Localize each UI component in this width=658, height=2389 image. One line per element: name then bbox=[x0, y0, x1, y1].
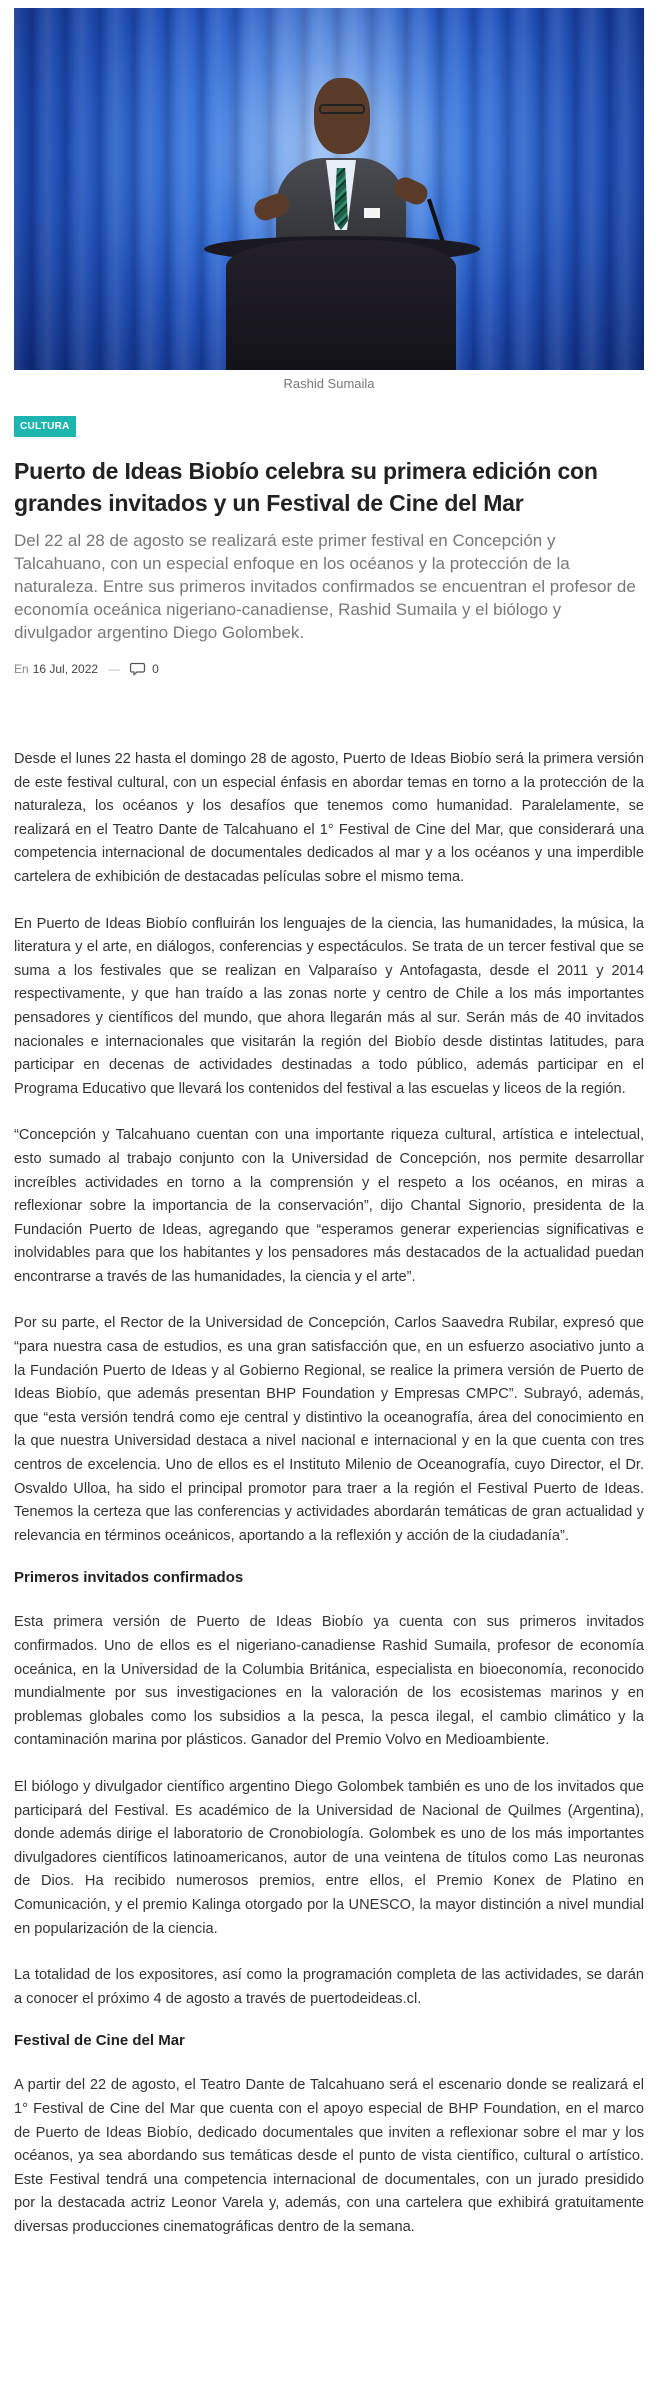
body-paragraph: En Puerto de Ideas Biobío confluirán los lenguajes de la ciencia, las humanidades, la música, la literatura y el arte, en diálogos, conferencias y espectáculos. Se trata de un tercer festival que se suma a los festivales que se realizan en Valparaíso y Antofagasta, desde el 2011 y 2014 respectivamente, y que han traído a las zonas norte y centro de Chile a los más importantes pensadores y científicos del mundo, que ahora llegarán más al sur. Serán más de 40 invitados nacionales e internacionales que visitarán la región del Biobío desde distintas latitudes, para participar en decenas de actividades destinadas a todo público, además participar en el Programa Educativo que llevará los contenidos del festival a las escuelas y liceos de la región. bbox=[14, 915, 644, 1097]
article-body bbox=[14, 748, 644, 2239]
article-page bbox=[0, 8, 658, 2239]
comments-count[interactable]: 0 bbox=[152, 662, 159, 676]
category-badge[interactable]: CULTURA bbox=[14, 416, 76, 437]
meta-prefix: En bbox=[14, 662, 29, 676]
comment-bubble-icon[interactable] bbox=[130, 662, 146, 676]
body-paragraph: Esta primera versión de Puerto de Ideas Biobío ya cuenta con sus primeros invitados confirmados. Uno de ellos es el nigeriano-canadiense Rashid Sumaila, profesor de economía oceánica, en la Universidad de la Columbia Británica, especialista en bioeconomía, reconocido mundialmente por sus investigaciones en la valoración de los ecosistemas marinos y en problemas globales como los subsidios a la pesca, la pesca ilegal, el cambio climático y la contaminación marina por plásticos. Ganador del Premio Volvo en Medioambiente. bbox=[14, 1614, 644, 1749]
publish-date: 16 Jul, 2022 bbox=[32, 662, 99, 676]
body-paragraph: “Concepción y Talcahuano cuentan con una importante riqueza cultural, artística e intelectual, esto sumado al trabajo conjunto con la Universidad de Concepción, nos permite desarrollar increíbles actividades en torno a la comprensión y el respeto a los océanos, en miras a reflexionar sobre la importancia de la conservación”, dijo Chantal Signorio, presidenta de la Fundación Puerto de Ideas, agregando que “esperamos generar experiencias significativas e inolvidables para que los habitantes y los pensadores más destacados de la actualidad puedan encontrarse a través de las humanidades, la ciencia y el arte”. bbox=[14, 1127, 644, 1285]
body-paragraph: La totalidad de los expositores, así como la programación completa de las actividades, se darán a conocer el próximo 4 de agosto a través de puertodeideas.cl. bbox=[14, 1967, 644, 2007]
hero-image bbox=[14, 8, 644, 370]
article-title: Puerto de Ideas Biobío celebra su primera edición con grandes invitados y un Festival de Cine del Mar bbox=[14, 458, 598, 516]
article-meta bbox=[14, 660, 644, 678]
section-heading-cine: Festival de Cine del Mar bbox=[14, 2032, 185, 2050]
body-paragraph: El biólogo y divulgador científico argentino Diego Golombek también es uno de los invitados que participará del Festival. Es académico de la Universidad de Nacional de Quilmes (Argentina), donde además dirige el laboratorio de Cronobiología. Golombek es uno de los más importantes divulgadores científicos latinoamericanos, autor de una veintena de títulos como Las neuronas de Dios. Ha recibido numerosos premios, entre ellos, el Premio Konex de Platino en Comunicación, y el premio Kalinga otorgado por la UNESCO, la mayor distinción a nivel mundial en popularización de la ciencia. bbox=[14, 1778, 644, 1937]
body-paragraph: Desde el lunes 22 hasta el domingo 28 de agosto, Puerto de Ideas Biobío será la primera versión de este festival cultural, con un especial énfasis en abordar temas en torno a la protección de la naturaleza, los océanos y los desafíos que tenemos como humanidad. Paralelamente, se realizará en el Teatro Dante de Talcahuano el 1° Festival de Cine del Mar, que considerará una competencia internacional de documentales dedicados al mar y a los océanos y una imperdible cartelera de exhibición de destacadas películas sobre el mismo tema. bbox=[14, 751, 644, 885]
meta-separator: — bbox=[108, 662, 121, 676]
article-lead: Del 22 al 28 de agosto se realizará este primer festival en Concepción y Talcahuano, con un especial enfoque en los océanos y la protección de la naturaleza. Entre sus primeros invitados confirmados se encuentran el profesor de economía oceánica nigeriano-canadiense, Rashid Sumaila y el biólogo y divulgador argentino Diego Golombek. bbox=[14, 531, 636, 642]
body-paragraph: A partir del 22 de agosto, el Teatro Dante de Talcahuano será el escenario donde se realizará el 1° Festival de Cine del Mar que cuenta con el apoyo especial de BHP Foundation, en el marco de Puerto de Ideas Biobío, dedicado documentales que inviten a reflexionar sobre el mar y los océanos, ya sea abordando sus temáticas desde el punto de vista científico, cultural o artístico. Este Festival tendrá una competencia internacional de documentales, con un jurado presidido por la destacada actriz Leonor Varela y, además, con una cartelera que exhibirá gratuitamente diversas producciones cinematográficas dentro de la semana. bbox=[14, 2077, 644, 2235]
hero-caption: Rashid Sumaila bbox=[283, 376, 375, 391]
hero-figure bbox=[14, 8, 644, 394]
section-heading-invitados: Primeros invitados confirmados bbox=[14, 1569, 244, 1587]
body-paragraph: Por su parte, el Rector de la Universidad de Concepción, Carlos Saavedra Rubilar, expresó que “para nuestra casa de estudios, es una gran satisfacción que, en un esfuerzo asociativo junto a la Fundación Puerto de Ideas y al Gobierno Regional, se realice la primera versión de Puerto de Ideas Biobío, que además presentan BHP Foundation y Empresas CMPC”. Subrayó, además, que “esta versión tendrá como eje central y distintivo la oceanografía, área del conocimiento en la que nuestra Universidad destaca a nivel nacional e internacional y en la que cuenta con tres centros de excelencia. Uno de ellos es el Instituto Milenio de Oceanografía, cuyo Director, el Dr. Osvaldo Ulloa, ha sido el principal promotor para traer a la región el Festival Puerto de Ideas. Tenemos la certeza que las conferencias y actividades abordarán temáticas de gran actualidad y relevancia en términos oceánicos, aportando a la reflexión y acción de la ciudadanía”. bbox=[14, 1315, 644, 1544]
